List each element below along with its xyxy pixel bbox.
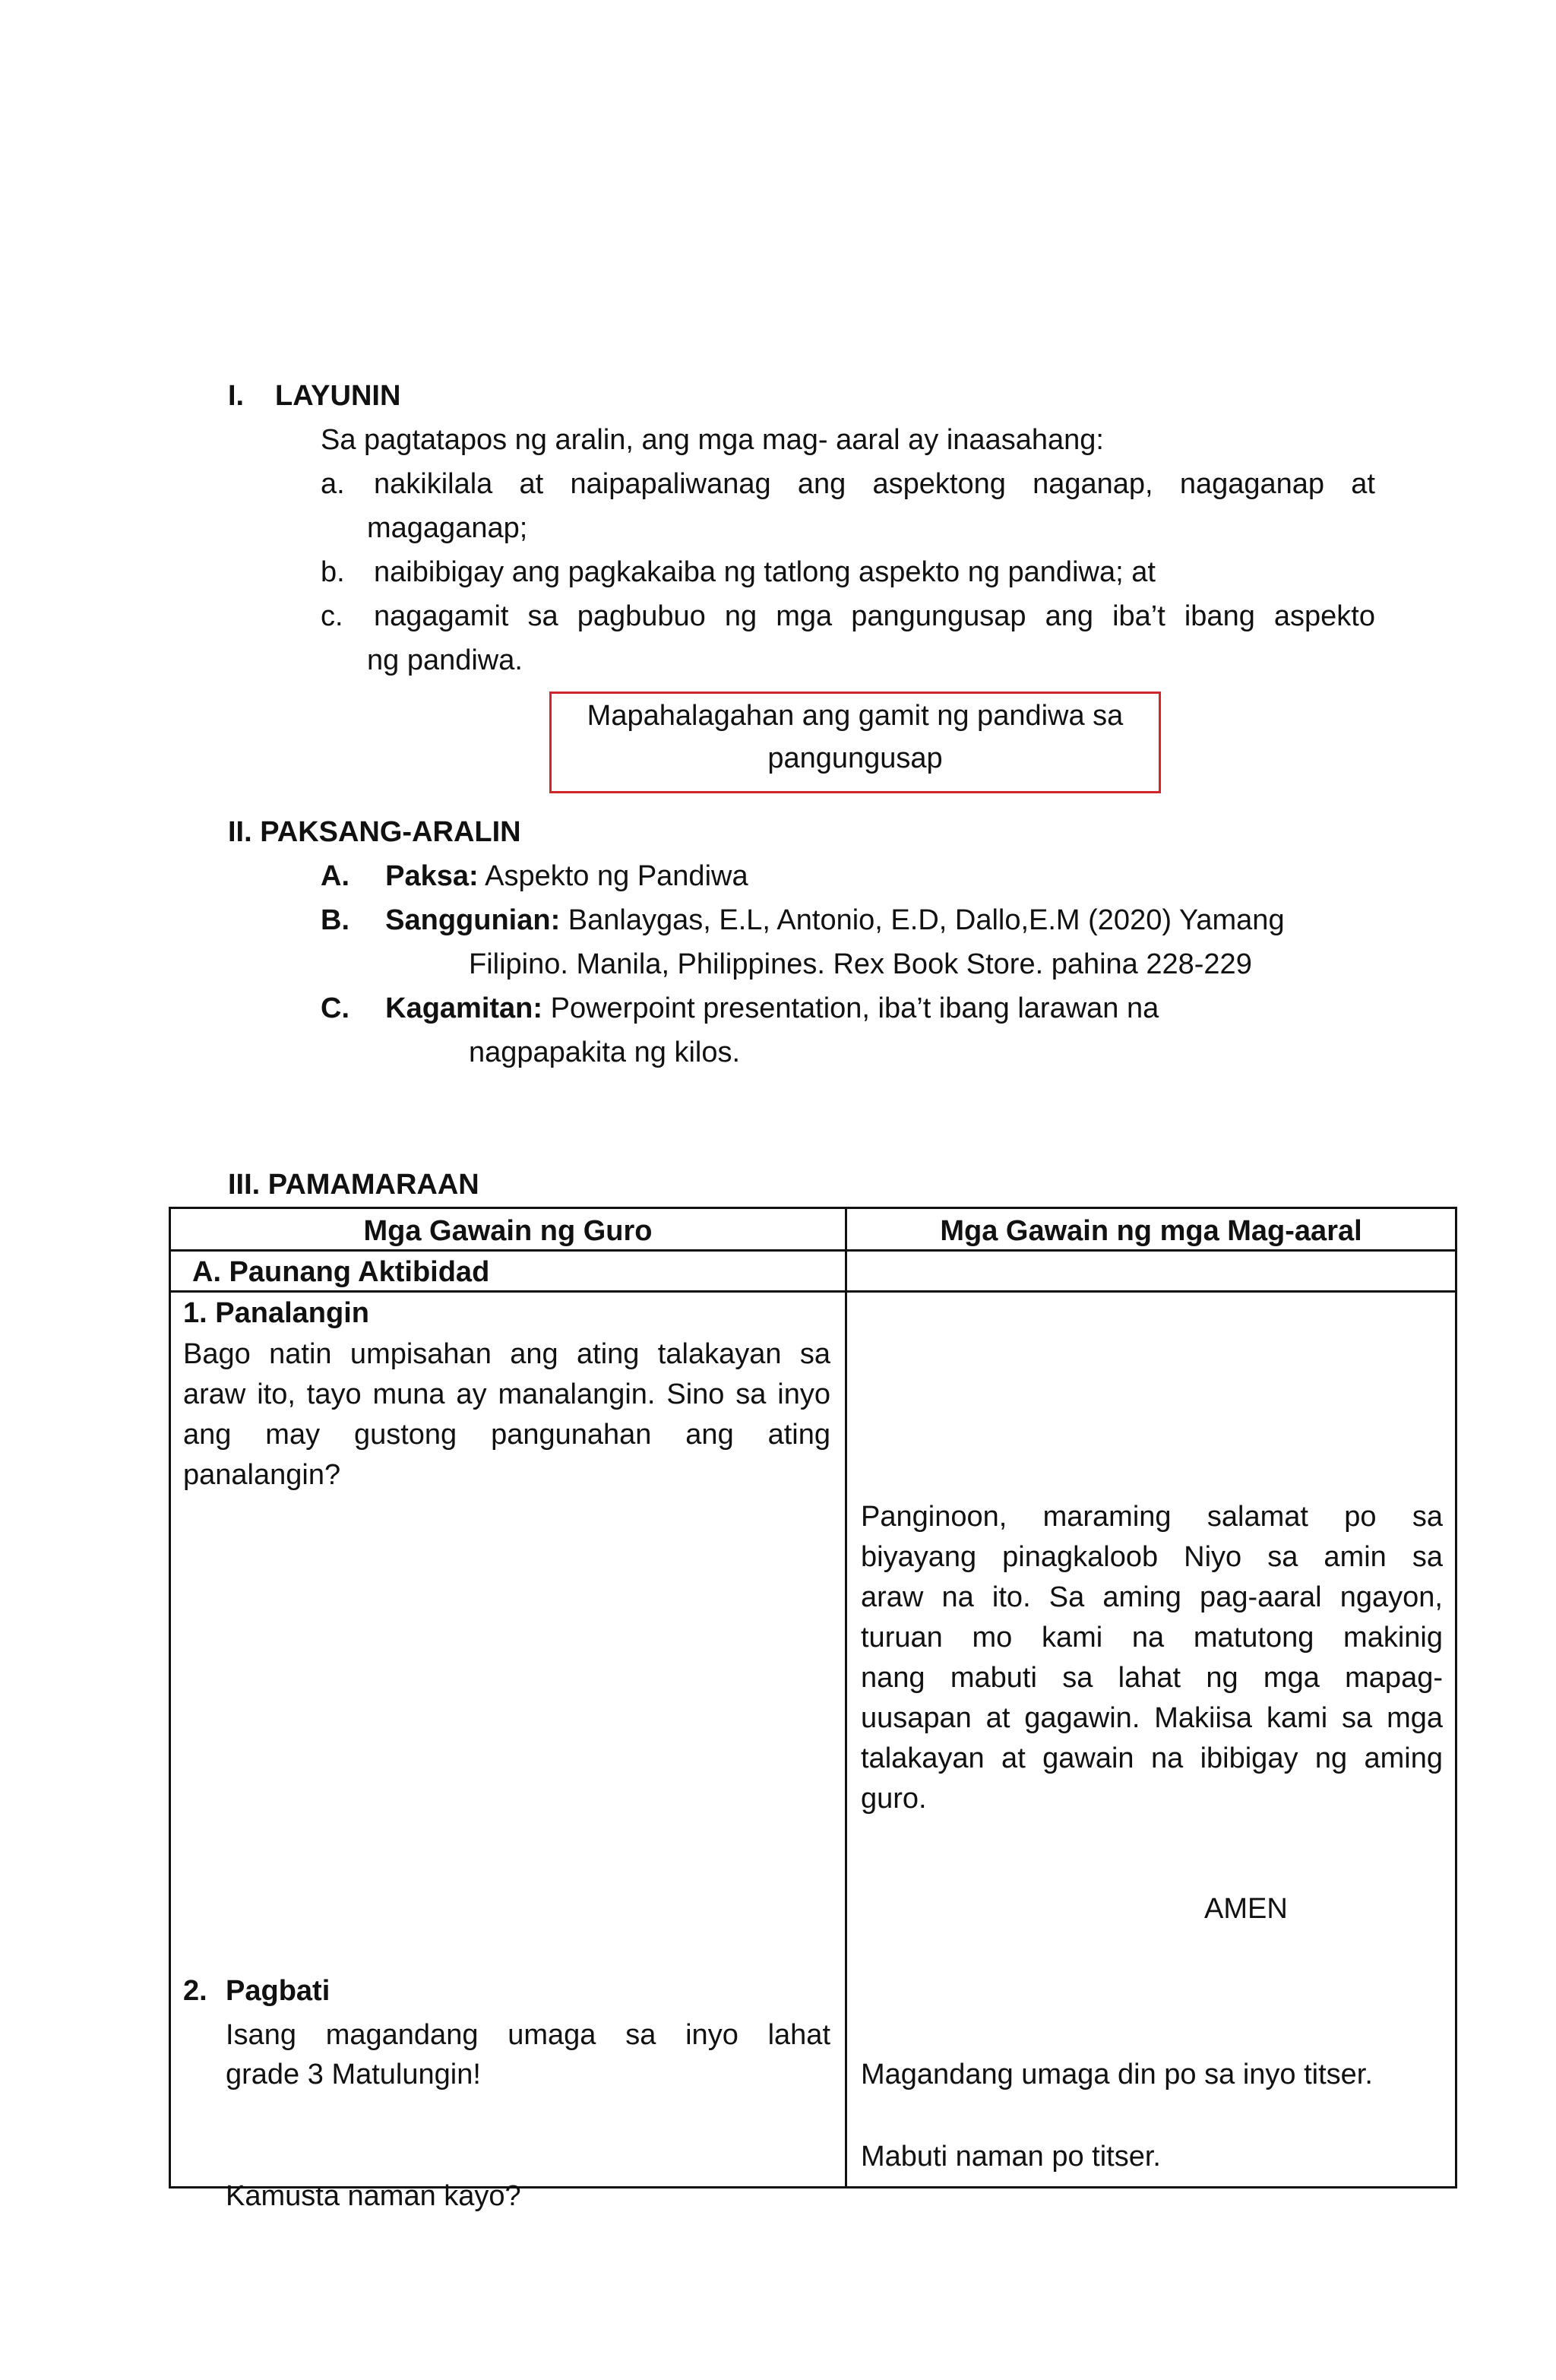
prayer-line1: Panginoon, maraming salamat po sa (861, 1501, 1443, 1533)
panalangin-title: 1. Panalangin (183, 1297, 369, 1329)
pagbati-number: 2. (183, 1975, 207, 2007)
item-letter-C: C. (321, 992, 349, 1024)
panalangin-teacher-text (183, 1340, 830, 1501)
prayer-line8: guro. (861, 1783, 927, 1815)
section-heading-pamamaraan: III. PAMAMARAAN (228, 1169, 479, 1201)
paksa-value: Aspekto ng Pandiwa (478, 860, 748, 892)
section-heading-paksang-aralin: II. PAKSANG-ARALIN (228, 816, 521, 848)
table-content-row (170, 1292, 1456, 2188)
header-student-cell (846, 1208, 1456, 1251)
paksa-label: Paksa: (385, 860, 479, 892)
pagbati-teacher-line3: Kamusta naman kayo? (226, 2180, 521, 2212)
pagbati-teacher-line1: Isang magandang umaga sa inyo lahat (226, 2019, 830, 2051)
header-teacher: Mga Gawain ng Guro (363, 1215, 653, 1247)
value-objective-box (549, 692, 1161, 793)
sanggunian-value-line2: Filipino. Manila, Philippines. Rex Book Store. pahina 228-229 (469, 948, 1252, 980)
item-letter-A: A. (321, 860, 349, 892)
pagbati-student-line2: Mabuti naman po titser. (861, 2141, 1161, 2173)
prayer-amen: AMEN (1204, 1893, 1288, 1925)
prayer-line4: turuan mo kami na matutong makinig (861, 1622, 1443, 1654)
sanggunian-row (321, 906, 1285, 935)
item-letter-a: a. (321, 468, 345, 500)
pagbati-title: Pagbati (226, 1975, 330, 2007)
pagbati-student-line1: Magandang umaga din po sa inyo titser. (861, 2059, 1373, 2090)
section-a-cell (170, 1251, 846, 1292)
section-number-1: I. (228, 380, 245, 412)
table-header-row (170, 1208, 1456, 1251)
objective-a-line2: magaganap; (367, 512, 528, 544)
objective-b-line1: naibibigay ang pagkakaiba ng tatlong aspekto ng pandiwa; at (374, 556, 1156, 588)
panalangin-teacher-line1: Bago natin umpisahan ang ating talakayan sa (183, 1338, 830, 1370)
pamamaraan-table (169, 1207, 1457, 2212)
student-content-cell (846, 1292, 1456, 2188)
prayer-line2: biyayang pinagkaloob Niyo sa amin sa (861, 1541, 1443, 1573)
pagbati-teacher-line1-wrap (226, 2021, 830, 2049)
objective-c-line2: ng pandiwa. (367, 644, 523, 676)
prayer-line5: nang mabuti sa lahat ng mga mapag- (861, 1662, 1443, 1694)
section-a-empty-cell (846, 1251, 1456, 1292)
kagamitan-row (321, 994, 1159, 1023)
panalangin-teacher-line2: araw ito, tayo muna ay manalangin. Sino sa inyo (183, 1378, 830, 1410)
teacher-content-cell (170, 1292, 846, 2212)
prayer-line6: uusapan at gagawin. Makiisa kami sa mga (861, 1702, 1443, 1734)
section-a-label: A. Paunang Aktibidad (192, 1256, 490, 1288)
kagamitan-label: Kagamitan: (385, 992, 543, 1024)
item-letter-c: c. (321, 600, 343, 632)
panalangin-student-text (861, 1502, 1443, 1825)
panalangin-teacher-line3: ang may gustong pangunahan ang ating (183, 1419, 830, 1451)
prayer-line7: talakayan at gawain na ibibigay ng aming (861, 1742, 1443, 1774)
layunin-intro: Sa pagtatapos ng aralin, ang mga mag- aaral ay inaasahang: (321, 424, 1104, 456)
value-objective-line1: Mapahalagahan ang gamit ng pandiwa sa (587, 700, 1124, 732)
panalangin-teacher-line4: panalangin? (183, 1459, 341, 1491)
objective-c-line1: nagagamit sa pagbubuo ng mga pangungusap ang iba’t ibang aspekto (374, 600, 1375, 632)
table-section-row (170, 1251, 1456, 1292)
paksa-row (321, 862, 748, 891)
section-heading-layunin: LAYUNIN (275, 380, 401, 412)
header-student: Mga Gawain ng mga Mag-aaral (940, 1215, 1362, 1247)
sanggunian-value-line1: Banlaygas, E.L, Antonio, E.D, Dallo,E.M (2020) Yamang (560, 904, 1285, 936)
kagamitan-value-line1: Powerpoint presentation, iba’t ibang larawan na (542, 992, 1159, 1024)
value-objective-line2: pangungusap (767, 742, 943, 774)
item-letter-b: b. (321, 556, 345, 588)
pagbati-teacher-line2: grade 3 Matulungin! (226, 2059, 481, 2090)
header-teacher-cell (170, 1208, 846, 1251)
kagamitan-value-line2: nagpapakita ng kilos. (469, 1037, 741, 1068)
item-letter-B: B. (321, 904, 349, 936)
sanggunian-label: Sanggunian: (385, 904, 561, 936)
prayer-line3: araw na ito. Sa aming pag-aaral ngayon, (861, 1581, 1443, 1613)
objective-a-line1: nakikilala at naipapaliwanag ang aspektong naganap, nagaganap at (374, 468, 1375, 500)
